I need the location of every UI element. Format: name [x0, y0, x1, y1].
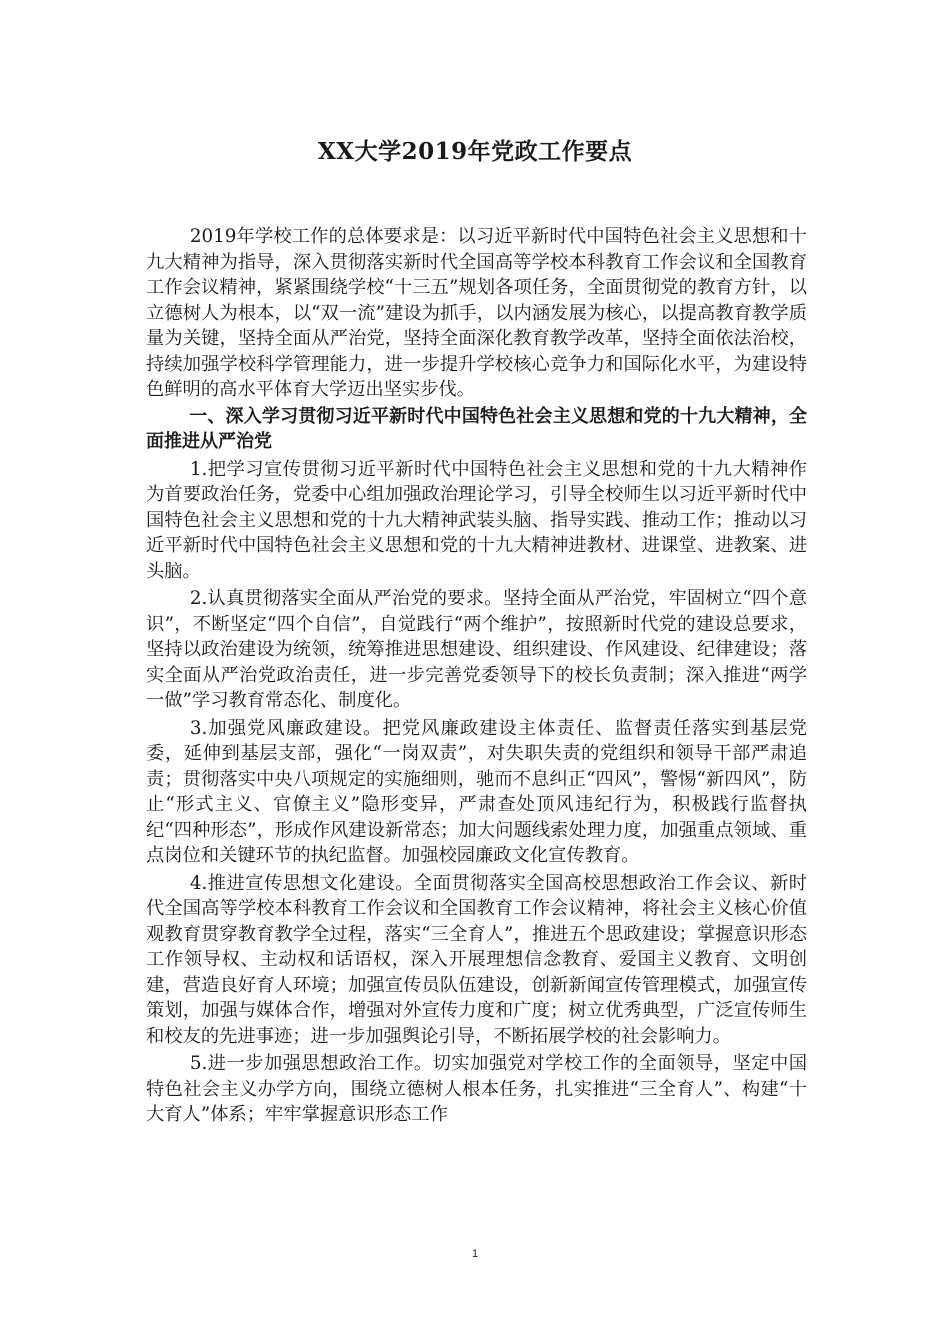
list-item: 3.加强党风廉政建设。把党风廉政建设主体责任、监督责任落实到基层党委，延伸到基层支部，强化“一岗双责”，对失职失责的党组织和领导干部严肃追责；贯彻落实中央八项规定的实施细则，驰而不息纠正“四风”，警惕“新四风”，防止“形式主义、官僚主义”隐形变异，严肃查处顶风违纪行为，积极践行监督执纪“四种形态”，形成作风建设新常态；加大问题线索处理力度，加强重点领域、重点岗位和关键环节的执纪监督。加强校园廉政文化宣传教育。: [146, 717, 807, 866]
document-body: [146, 224, 807, 1128]
page-number: 1: [471, 1248, 479, 1260]
list-item: 1.把学习宣传贯彻习近平新时代中国特色社会主义思想和党的十九大精神作为首要政治任务，党委中心组加强政治理论学习，引导全校师生以习近平新时代中国特色社会主义思想和党的十九大精神武装头脑、指导实践、推动工作；推动以习近平新时代中国特色社会主义思想和党的十九大精神进教材、进课堂、进教案、进头脑。: [146, 458, 807, 582]
list-item: 4.推进宣传思想文化建设。全面贯彻落实全国高校思想政治工作会议、新时代全国高等学校本科教育工作会议和全国教育工作会议精神，将社会主义核心价值观教育贯穿教育教学全过程，落实“三全育人”，推进五个思政建设；掌握意识形态工作领导权、主动权和话语权，深入开展理想信念教育、爱国主义教育、文明创建，营造良好育人环境；加强宣传员队伍建设，创新新闻宣传管理模式，加强宣传策划，加强与媒体合作，增强对外宣传力度和广度；树立优秀典型，广泛宣传师生和校友的先进事迹；进一步加强舆论引导，不断拓展学校的社会影响力。: [146, 872, 807, 1047]
list-item: 2.认真贯彻落实全面从严治党的要求。坚持全面从严治党，牢固树立“四个意识”，不断坚定“四个自信”，自觉践行“两个维护”，按照新时代党的建设总要求，坚持以政治建设为统领，统筹推进思想建设、组织建设、作风建设、纪律建设；落实全面从严治党政治责任，进一步完善党委领导下的校长负责制；深入推进“两学一做”学习教育常态化、制度化。: [146, 588, 807, 711]
list-item: 5.进一步加强思想政治工作。切实加强党对学校工作的全面领导，坚定中国特色社会主义办学方向，围绕立德树人根本任务，扎实推进“三全育人”、构建“十大育人”体系；牢牢掌握意识形态工作: [146, 1053, 807, 1125]
intro-paragraph: 2019年学校工作的总体要求是：以习近平新时代中国特色社会主义思想和十九大精神为指导，深入贯彻落实新时代全国高等学校本科教育工作会议和全国教育工作会议精神，紧紧围绕学校“十三五”规划各项任务，全面贯彻党的教育方针，以立德树人为根本，以“双一流”建设为抓手，以内涵发展为核心，以提高教育教学质量为关键，坚持全面从严治党，坚持全面深化教育教学改革，坚持全面依法治校，持续加强学校科学管理能力，进一步提升学校核心竞争力和国际化水平，为建设特色鲜明的高水平体育大学迈出坚实步伐。: [146, 226, 807, 400]
section-heading: 一、深入学习贯彻习近平新时代中国特色社会主义思想和党的十九大精神，全面推进从严治党: [146, 405, 807, 452]
document-title: XX大学2019年党政工作要点: [317, 138, 633, 165]
